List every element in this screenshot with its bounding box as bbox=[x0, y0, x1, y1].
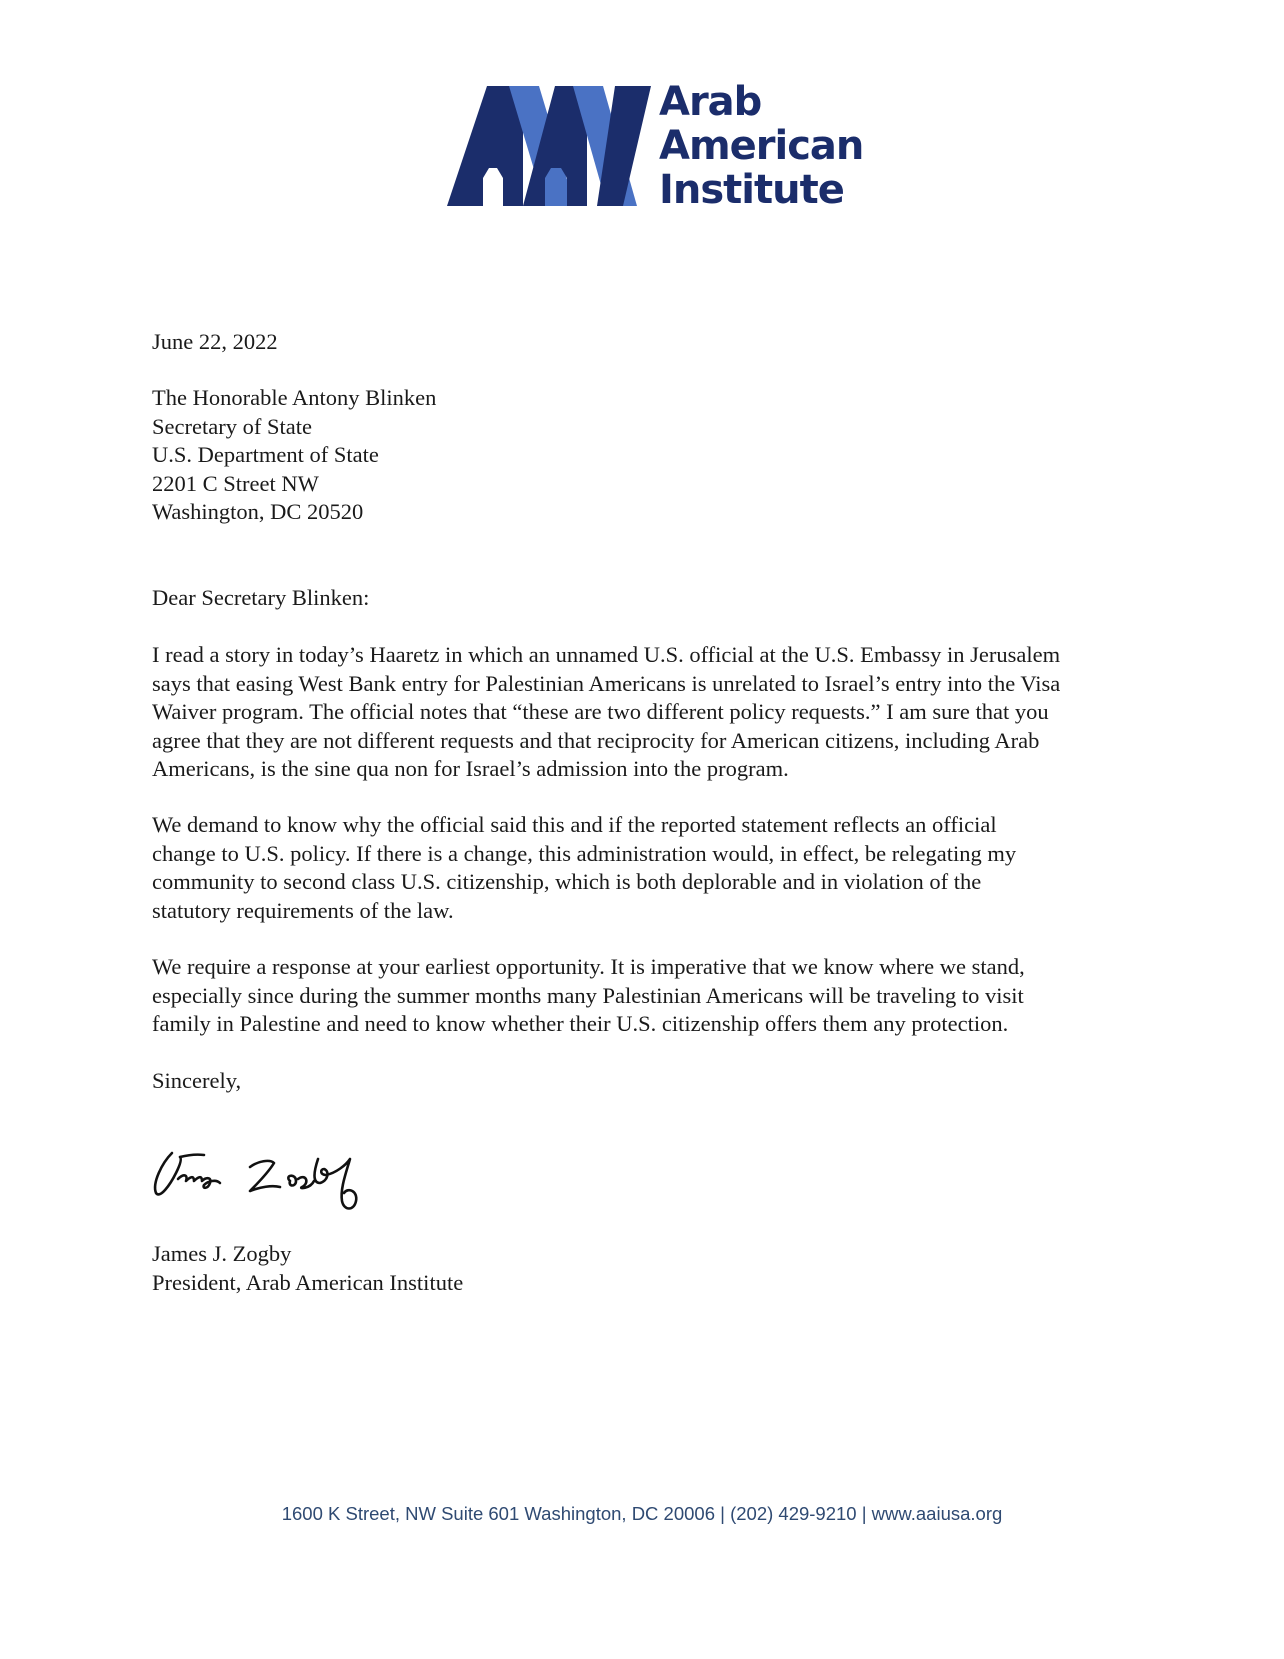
paragraph-line: Americans, is the sine qua non for Israel’s admission into the program. bbox=[152, 756, 789, 781]
recipient-line: U.S. Department of State bbox=[152, 442, 379, 467]
paragraph-1 bbox=[152, 641, 1152, 784]
aai-logo-mark-icon bbox=[447, 86, 651, 206]
signer-title: President, Arab American Institute bbox=[152, 1269, 464, 1295]
recipient-address bbox=[152, 384, 1152, 527]
paragraph-line: agree that they are not different requests and that reciprocity for American citizens, including Arab bbox=[152, 727, 1040, 753]
paragraph-line: community to second class U.S. citizenship, which is both deplorable and in violation of the bbox=[152, 869, 982, 894]
letter-date: June 22, 2022 bbox=[152, 329, 278, 354]
paragraph-line: We require a response at your earliest opportunity. It is imperative that we know where we stand, bbox=[152, 954, 1025, 979]
paragraph-line: Waiver program. The official notes that “these are two different policy requests.” I am sure that you bbox=[152, 699, 1049, 724]
salutation: Dear Secretary Blinken: bbox=[152, 585, 370, 610]
org-name-line1: Arab bbox=[659, 79, 762, 125]
handwritten-signature-icon bbox=[150, 1145, 390, 1215]
org-name-line2: American bbox=[659, 123, 864, 169]
letterhead-logo bbox=[447, 79, 864, 220]
closing: Sincerely, bbox=[152, 1068, 242, 1093]
recipient-line: Secretary of State bbox=[152, 413, 312, 439]
paragraph-3 bbox=[152, 953, 1152, 1039]
footer-contact: 1600 K Street, NW Suite 601 Washington, DC 20006 | (202) 429-9210 | www.aaiusa.org bbox=[281, 1503, 1003, 1524]
signer-block bbox=[152, 1240, 1152, 1297]
paragraph-line: change to U.S. policy. If there is a change, this administration would, in effect, be relegating my bbox=[152, 840, 1017, 866]
paragraph-line: statutory requirements of the law. bbox=[152, 897, 454, 923]
paragraph-line: especially since during the summer months many Palestinian Americans will be traveling to visit bbox=[152, 982, 1024, 1008]
recipient-line: The Honorable Antony Blinken bbox=[152, 385, 437, 410]
paragraph-line: We demand to know why the official said this and if the reported statement reflects an official bbox=[152, 812, 997, 837]
recipient-line: 2201 C Street NW bbox=[152, 470, 319, 496]
paragraph-2 bbox=[152, 811, 1152, 925]
paragraph-line: I read a story in today’s Haaretz in which an unnamed U.S. official at the U.S. Embassy in Jerusalem bbox=[152, 642, 1061, 667]
recipient-line: Washington, DC 20520 bbox=[152, 499, 364, 524]
paragraph-line: family in Palestine and need to know whether their U.S. citizenship offers them any protection. bbox=[152, 1011, 1009, 1036]
org-name bbox=[659, 80, 863, 212]
signer-name: James J. Zogby bbox=[152, 1241, 292, 1266]
org-name-line3: Institute bbox=[659, 167, 844, 213]
paragraph-line: says that easing West Bank entry for Palestinian Americans is unrelated to Israel’s entry into the Visa bbox=[152, 670, 1061, 696]
